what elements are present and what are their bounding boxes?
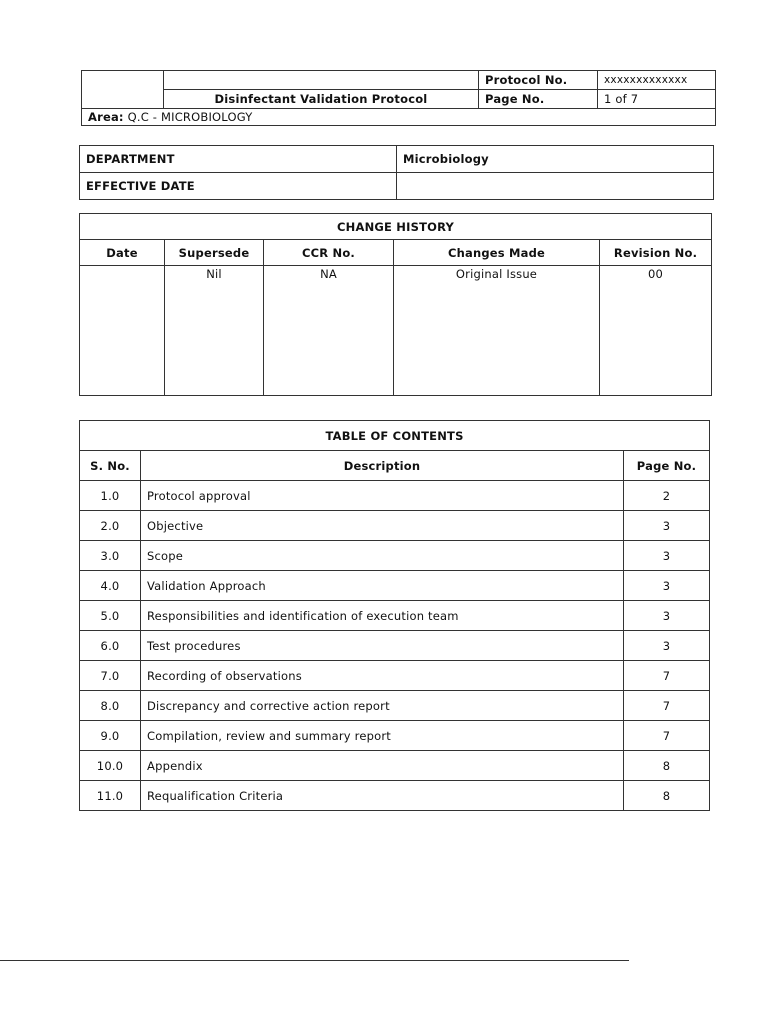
toc-row (80, 481, 710, 511)
history-revision-cell: 00 (600, 266, 712, 396)
toc-row (80, 781, 710, 811)
toc-header-page-no: Page No. (624, 451, 710, 481)
logo-cell (82, 71, 164, 109)
toc-row (80, 751, 710, 781)
department-table (79, 145, 714, 200)
toc-description: Compilation, review and summary report (141, 721, 624, 751)
toc-page: 7 (624, 721, 710, 751)
protocol-no-label: Protocol No. (479, 71, 598, 90)
change-history-table (79, 213, 712, 396)
toc-page: 3 (624, 631, 710, 661)
toc-page: 3 (624, 511, 710, 541)
history-ccr-cell: NA (264, 266, 394, 396)
page-no-label: Page No. (479, 90, 598, 109)
toc-row (80, 721, 710, 751)
toc-sno: 8.0 (80, 691, 141, 721)
toc-header-sno: S. No. (80, 451, 141, 481)
toc-description: Requalification Criteria (141, 781, 624, 811)
change-history-title: CHANGE HISTORY (80, 214, 712, 240)
area-value: Q.C - MICROBIOLOGY (127, 110, 253, 124)
toc-description: Objective (141, 511, 624, 541)
toc-description: Recording of observations (141, 661, 624, 691)
toc-description: Appendix (141, 751, 624, 781)
toc-sno: 11.0 (80, 781, 141, 811)
toc-sno: 5.0 (80, 601, 141, 631)
column-header-revision-no: Revision No. (600, 240, 712, 266)
toc-row (80, 691, 710, 721)
table-of-contents (79, 420, 710, 811)
toc-sno: 7.0 (80, 661, 141, 691)
department-label: DEPARTMENT (80, 146, 397, 173)
toc-page: 3 (624, 541, 710, 571)
column-header-supersede: Supersede (165, 240, 264, 266)
effective-date-value (397, 173, 714, 200)
toc-header-description: Description (141, 451, 624, 481)
toc-row (80, 511, 710, 541)
toc-sno: 2.0 (80, 511, 141, 541)
toc-description: Protocol approval (141, 481, 624, 511)
history-changes-cell: Original Issue (394, 266, 600, 396)
toc-page: 3 (624, 601, 710, 631)
history-date-cell (80, 266, 165, 396)
area-cell (82, 109, 716, 126)
toc-page: 8 (624, 751, 710, 781)
toc-row (80, 571, 710, 601)
protocol-no-value: xxxxxxxxxxxxx (598, 71, 716, 90)
toc-page: 2 (624, 481, 710, 511)
toc-description: Scope (141, 541, 624, 571)
column-header-ccr-no: CCR No. (264, 240, 394, 266)
toc-page: 3 (624, 571, 710, 601)
toc-page: 7 (624, 661, 710, 691)
column-header-changes-made: Changes Made (394, 240, 600, 266)
document-header (81, 70, 716, 126)
area-label: Area: (88, 110, 124, 124)
column-header-date: Date (80, 240, 165, 266)
toc-row (80, 631, 710, 661)
toc-page: 7 (624, 691, 710, 721)
page-no-value: 1 of 7 (598, 90, 716, 109)
toc-sno: 1.0 (80, 481, 141, 511)
document-title: Disinfectant Validation Protocol (164, 90, 479, 109)
toc-description: Responsibilities and identification of execution team (141, 601, 624, 631)
effective-date-label: EFFECTIVE DATE (80, 173, 397, 200)
toc-sno: 3.0 (80, 541, 141, 571)
toc-description: Test procedures (141, 631, 624, 661)
toc-page: 8 (624, 781, 710, 811)
toc-row (80, 541, 710, 571)
toc-sno: 6.0 (80, 631, 141, 661)
history-supersede-cell: Nil (165, 266, 264, 396)
toc-sno: 10.0 (80, 751, 141, 781)
department-value: Microbiology (397, 146, 714, 173)
toc-sno: 4.0 (80, 571, 141, 601)
header-blank-cell (164, 71, 479, 90)
toc-description: Validation Approach (141, 571, 624, 601)
toc-title: TABLE OF CONTENTS (80, 421, 710, 451)
footer-divider (0, 960, 629, 961)
toc-row (80, 661, 710, 691)
toc-sno: 9.0 (80, 721, 141, 751)
toc-row (80, 601, 710, 631)
toc-description: Discrepancy and corrective action report (141, 691, 624, 721)
